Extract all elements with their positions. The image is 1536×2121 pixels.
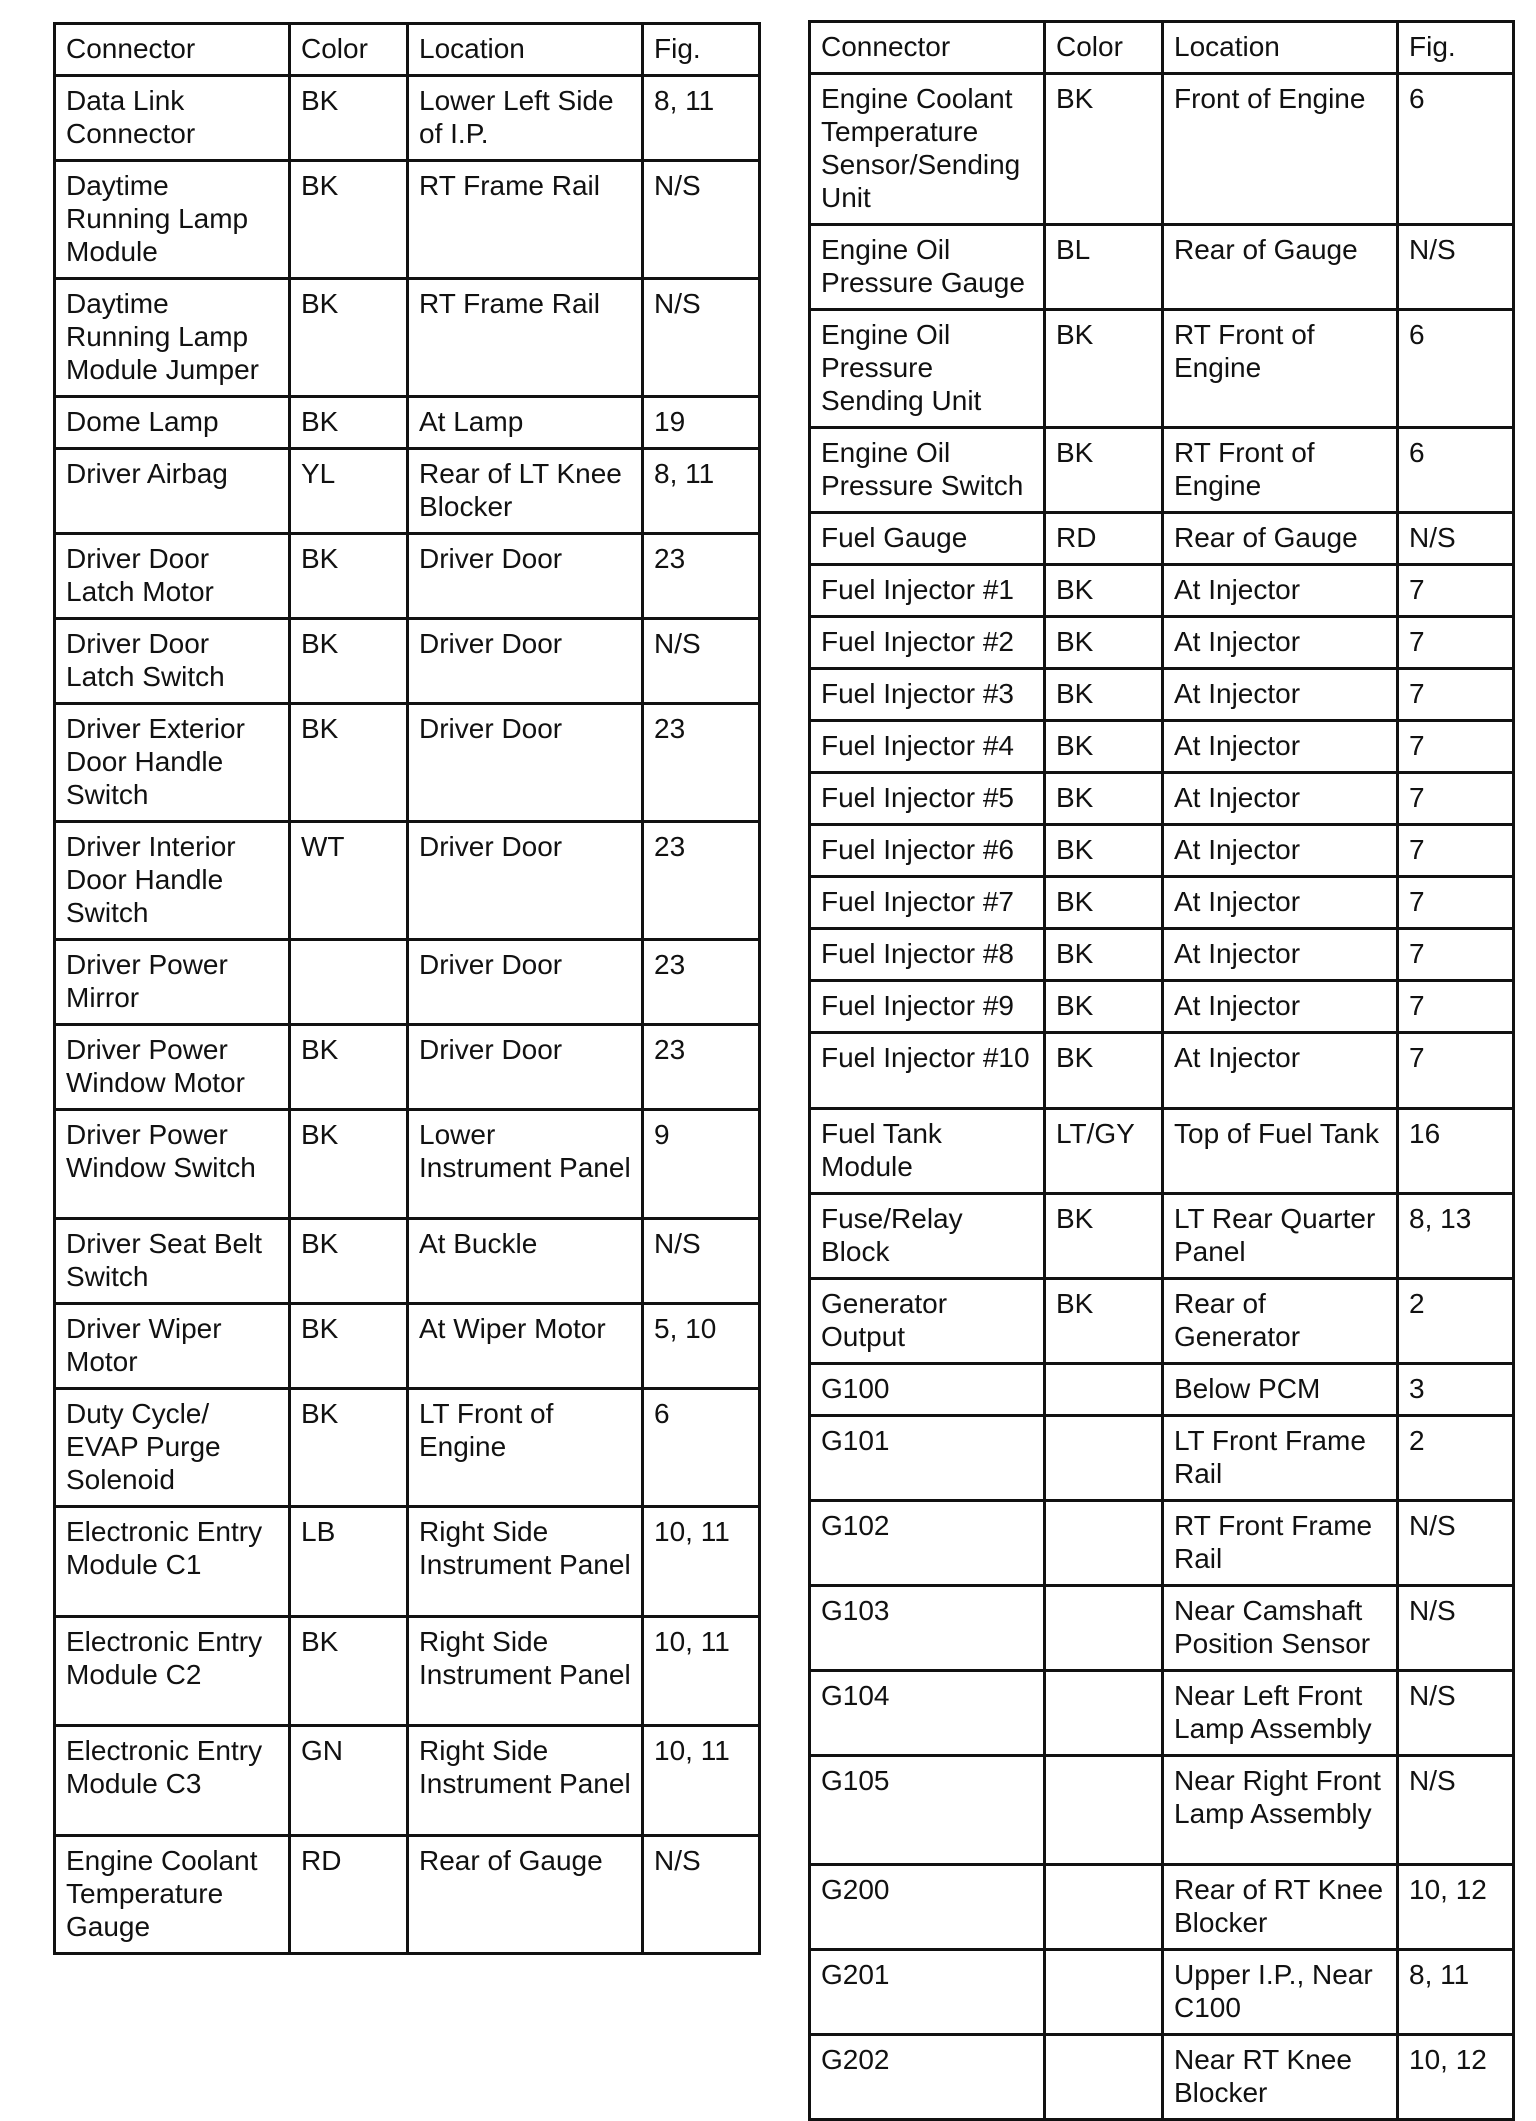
cell-color: BK	[1045, 310, 1163, 428]
cell-fig: 6	[643, 1389, 760, 1507]
cell-connector: Driver Door Latch Motor	[55, 534, 290, 619]
table-row	[55, 534, 760, 619]
header-fig: Fig.	[1398, 22, 1514, 74]
cell-color: BK	[290, 1025, 408, 1110]
cell-fig: 7	[1398, 825, 1514, 877]
cell-location: Near RT Knee Blocker	[1163, 2035, 1398, 2120]
table-row	[55, 940, 760, 1025]
cell-connector: Fuel Injector #8	[810, 929, 1045, 981]
table-row	[810, 981, 1514, 1033]
cell-color: YL	[290, 449, 408, 534]
table-row	[810, 1033, 1514, 1109]
cell-color: BK	[1045, 617, 1163, 669]
cell-fig: 7	[1398, 617, 1514, 669]
cell-color	[1045, 1950, 1163, 2035]
cell-location: LT Front of Engine	[408, 1389, 643, 1507]
table-row	[55, 161, 760, 279]
cell-connector: G201	[810, 1950, 1045, 2035]
table-row	[810, 1416, 1514, 1501]
cell-connector: Engine Oil Pressure Gauge	[810, 225, 1045, 310]
table-row	[810, 825, 1514, 877]
cell-location: Driver Door	[408, 619, 643, 704]
header-connector: Connector	[55, 24, 290, 76]
cell-color	[1045, 2035, 1163, 2120]
cell-color	[1045, 1501, 1163, 1586]
cell-connector: Dome Lamp	[55, 397, 290, 449]
cell-location: Driver Door	[408, 940, 643, 1025]
cell-color: RD	[290, 1836, 408, 1954]
cell-color	[1045, 1586, 1163, 1671]
cell-location: At Injector	[1163, 617, 1398, 669]
table-row	[55, 279, 760, 397]
cell-fig: 19	[643, 397, 760, 449]
table-row	[55, 1617, 760, 1726]
table-row	[55, 397, 760, 449]
cell-location: Lower Instrument Panel	[408, 1110, 643, 1219]
cell-location: Near Left Front Lamp Assembly	[1163, 1671, 1398, 1756]
cell-color: BK	[1045, 1279, 1163, 1364]
cell-location: Near Right Front Lamp Assembly	[1163, 1756, 1398, 1865]
cell-connector: Daytime Running Lamp Module	[55, 161, 290, 279]
cell-location: Near Camshaft Position Sensor	[1163, 1586, 1398, 1671]
cell-color: BK	[290, 534, 408, 619]
cell-color: BK	[1045, 825, 1163, 877]
cell-location: Driver Door	[408, 704, 643, 822]
cell-fig: N/S	[643, 279, 760, 397]
cell-fig: 3	[1398, 1364, 1514, 1416]
cell-fig: N/S	[1398, 1756, 1514, 1865]
cell-location: At Injector	[1163, 929, 1398, 981]
cell-connector: Generator Output	[810, 1279, 1045, 1364]
cell-location: Driver Door	[408, 1025, 643, 1110]
cell-connector: Duty Cycle/ EVAP Purge Solenoid	[55, 1389, 290, 1507]
table-row	[810, 877, 1514, 929]
cell-fig: 6	[1398, 310, 1514, 428]
cell-location: Right Side Instrument Panel	[408, 1507, 643, 1617]
table-row	[55, 449, 760, 534]
cell-connector: G105	[810, 1756, 1045, 1865]
cell-location: Right Side Instrument Panel	[408, 1617, 643, 1726]
table-body-left	[55, 76, 760, 1954]
cell-color: BK	[290, 1110, 408, 1219]
table-row	[810, 1194, 1514, 1279]
table-row	[810, 1950, 1514, 2035]
cell-fig: 2	[1398, 1416, 1514, 1501]
cell-fig: N/S	[643, 161, 760, 279]
cell-connector: Electronic Entry Module C3	[55, 1726, 290, 1836]
cell-location: LT Rear Quarter Panel	[1163, 1194, 1398, 1279]
cell-connector: G202	[810, 2035, 1045, 2120]
cell-fig: 6	[1398, 74, 1514, 225]
cell-connector: Fuel Injector #4	[810, 721, 1045, 773]
cell-color: BK	[1045, 877, 1163, 929]
cell-color: BK	[1045, 1194, 1163, 1279]
cell-fig: 23	[643, 704, 760, 822]
cell-color: BK	[1045, 929, 1163, 981]
cell-location: RT Front of Engine	[1163, 428, 1398, 513]
cell-fig: N/S	[1398, 225, 1514, 310]
cell-location: Rear of Generator	[1163, 1279, 1398, 1364]
cell-color: BK	[290, 1617, 408, 1726]
table-row	[55, 1836, 760, 1954]
table-row	[55, 1110, 760, 1219]
cell-connector: Driver Seat Belt Switch	[55, 1219, 290, 1304]
cell-color: BK	[290, 1219, 408, 1304]
cell-color: BL	[1045, 225, 1163, 310]
cell-location: RT Frame Rail	[408, 279, 643, 397]
header-color: Color	[1045, 22, 1163, 74]
table-row	[810, 1109, 1514, 1194]
table-header-row	[810, 22, 1514, 74]
cell-location: Right Side Instrument Panel	[408, 1726, 643, 1836]
cell-fig: 5, 10	[643, 1304, 760, 1389]
cell-fig: 23	[643, 822, 760, 940]
cell-location: Rear of Gauge	[408, 1836, 643, 1954]
header-fig: Fig.	[643, 24, 760, 76]
cell-fig: N/S	[1398, 1586, 1514, 1671]
cell-location: Upper I.P., Near C100	[1163, 1950, 1398, 2035]
cell-color: BK	[1045, 565, 1163, 617]
cell-location: Below PCM	[1163, 1364, 1398, 1416]
cell-location: At Injector	[1163, 1033, 1398, 1109]
cell-color: BK	[1045, 669, 1163, 721]
cell-location: At Injector	[1163, 565, 1398, 617]
table-row	[810, 1501, 1514, 1586]
cell-location: Top of Fuel Tank	[1163, 1109, 1398, 1194]
cell-location: At Wiper Motor	[408, 1304, 643, 1389]
cell-connector: Fuel Injector #5	[810, 773, 1045, 825]
cell-fig: 9	[643, 1110, 760, 1219]
table-row	[810, 1671, 1514, 1756]
cell-fig: N/S	[1398, 1671, 1514, 1756]
cell-location: At Injector	[1163, 773, 1398, 825]
cell-color	[1045, 1671, 1163, 1756]
cell-location: At Injector	[1163, 981, 1398, 1033]
cell-color: RD	[1045, 513, 1163, 565]
cell-fig: 7	[1398, 669, 1514, 721]
table-row	[810, 669, 1514, 721]
cell-connector: G103	[810, 1586, 1045, 1671]
cell-fig: 10, 12	[1398, 1865, 1514, 1950]
table-row	[810, 225, 1514, 310]
cell-color	[1045, 1364, 1163, 1416]
cell-location: Rear of Gauge	[1163, 513, 1398, 565]
table-row	[55, 1507, 760, 1617]
cell-color	[1045, 1865, 1163, 1950]
table-row	[810, 1364, 1514, 1416]
cell-location: Driver Door	[408, 822, 643, 940]
table-row	[55, 1219, 760, 1304]
cell-fig: 8, 11	[643, 449, 760, 534]
header-location: Location	[408, 24, 643, 76]
cell-fig: N/S	[1398, 513, 1514, 565]
cell-fig: N/S	[643, 619, 760, 704]
cell-connector: Driver Power Window Motor	[55, 1025, 290, 1110]
cell-color: BK	[1045, 721, 1163, 773]
cell-connector: G101	[810, 1416, 1045, 1501]
cell-color	[1045, 1416, 1163, 1501]
connector-table-right	[808, 20, 1515, 2121]
cell-location: At Injector	[1163, 877, 1398, 929]
cell-fig: N/S	[643, 1836, 760, 1954]
table-row	[810, 2035, 1514, 2120]
header-connector: Connector	[810, 22, 1045, 74]
cell-fig: 7	[1398, 565, 1514, 617]
table-row	[810, 428, 1514, 513]
cell-connector: G200	[810, 1865, 1045, 1950]
cell-fig: 10, 11	[643, 1507, 760, 1617]
cell-color: BK	[290, 1389, 408, 1507]
cell-location: At Lamp	[408, 397, 643, 449]
cell-connector: G104	[810, 1671, 1045, 1756]
cell-fig: 10, 12	[1398, 2035, 1514, 2120]
cell-fig: 2	[1398, 1279, 1514, 1364]
cell-color	[1045, 1756, 1163, 1865]
cell-fig: 7	[1398, 929, 1514, 981]
cell-fig: 7	[1398, 773, 1514, 825]
cell-connector: Driver Door Latch Switch	[55, 619, 290, 704]
cell-connector: Driver Interior Door Handle Switch	[55, 822, 290, 940]
table-row	[810, 1756, 1514, 1865]
cell-fig: 10, 11	[643, 1617, 760, 1726]
table-header-row	[55, 24, 760, 76]
cell-connector: Driver Wiper Motor	[55, 1304, 290, 1389]
cell-color: GN	[290, 1726, 408, 1836]
cell-color: LB	[290, 1507, 408, 1617]
cell-connector: Electronic Entry Module C2	[55, 1617, 290, 1726]
table-body-right	[810, 74, 1514, 2120]
cell-connector: G100	[810, 1364, 1045, 1416]
cell-color: WT	[290, 822, 408, 940]
table-row	[810, 513, 1514, 565]
table-row	[55, 1304, 760, 1389]
cell-color: BK	[1045, 428, 1163, 513]
table-row	[810, 721, 1514, 773]
table-row	[810, 74, 1514, 225]
cell-location: Lower Left Side of I.P.	[408, 76, 643, 161]
cell-location: At Injector	[1163, 721, 1398, 773]
table-row	[55, 1726, 760, 1836]
table-row	[810, 929, 1514, 981]
cell-color: BK	[1045, 773, 1163, 825]
cell-color: BK	[1045, 981, 1163, 1033]
cell-connector: G102	[810, 1501, 1045, 1586]
cell-connector: Fuel Injector #1	[810, 565, 1045, 617]
cell-fig: 7	[1398, 981, 1514, 1033]
cell-fig: 7	[1398, 721, 1514, 773]
table-row	[55, 76, 760, 161]
cell-connector: Driver Power Window Switch	[55, 1110, 290, 1219]
cell-connector: Daytime Running Lamp Module Jumper	[55, 279, 290, 397]
table-row	[810, 773, 1514, 825]
cell-fig: N/S	[1398, 1501, 1514, 1586]
cell-color: BK	[1045, 74, 1163, 225]
header-location: Location	[1163, 22, 1398, 74]
table-row	[55, 822, 760, 940]
cell-connector: Engine Coolant Temperature Gauge	[55, 1836, 290, 1954]
table-row	[55, 704, 760, 822]
cell-color: BK	[290, 161, 408, 279]
cell-fig: 8, 11	[643, 76, 760, 161]
cell-fig: 23	[643, 940, 760, 1025]
table-row	[55, 619, 760, 704]
cell-connector: Fuel Gauge	[810, 513, 1045, 565]
cell-connector: Fuel Injector #3	[810, 669, 1045, 721]
table-row	[810, 310, 1514, 428]
cell-location: At Injector	[1163, 825, 1398, 877]
cell-fig: 16	[1398, 1109, 1514, 1194]
cell-fig: 7	[1398, 877, 1514, 929]
cell-location: At Injector	[1163, 669, 1398, 721]
cell-connector: Fuse/Relay Block	[810, 1194, 1045, 1279]
cell-color: BK	[290, 1304, 408, 1389]
cell-connector: Fuel Tank Module	[810, 1109, 1045, 1194]
cell-fig: 8, 11	[1398, 1950, 1514, 2035]
table-row	[810, 617, 1514, 669]
cell-connector: Electronic Entry Module C1	[55, 1507, 290, 1617]
cell-connector: Data Link Connector	[55, 76, 290, 161]
cell-location: Rear of LT Knee Blocker	[408, 449, 643, 534]
cell-color	[290, 940, 408, 1025]
cell-location: Rear of RT Knee Blocker	[1163, 1865, 1398, 1950]
cell-location: Driver Door	[408, 534, 643, 619]
table-row	[810, 1586, 1514, 1671]
cell-location: RT Front Frame Rail	[1163, 1501, 1398, 1586]
cell-fig: 23	[643, 1025, 760, 1110]
cell-fig: 8, 13	[1398, 1194, 1514, 1279]
cell-connector: Fuel Injector #6	[810, 825, 1045, 877]
table-row	[55, 1025, 760, 1110]
cell-color: BK	[290, 279, 408, 397]
cell-connector: Engine Coolant Temperature Sensor/Sending Unit	[810, 74, 1045, 225]
cell-location: Front of Engine	[1163, 74, 1398, 225]
cell-color: BK	[290, 397, 408, 449]
cell-connector: Fuel Injector #9	[810, 981, 1045, 1033]
cell-connector: Driver Power Mirror	[55, 940, 290, 1025]
cell-fig: 10, 11	[643, 1726, 760, 1836]
cell-connector: Fuel Injector #10	[810, 1033, 1045, 1109]
cell-color: BK	[290, 619, 408, 704]
cell-connector: Fuel Injector #2	[810, 617, 1045, 669]
cell-color: BK	[290, 704, 408, 822]
connector-table-left	[53, 22, 761, 1955]
header-color: Color	[290, 24, 408, 76]
table-row	[810, 565, 1514, 617]
cell-connector: Fuel Injector #7	[810, 877, 1045, 929]
cell-location: LT Front Frame Rail	[1163, 1416, 1398, 1501]
cell-connector: Driver Exterior Door Handle Switch	[55, 704, 290, 822]
cell-fig: 23	[643, 534, 760, 619]
cell-location: At Buckle	[408, 1219, 643, 1304]
cell-location: RT Front of Engine	[1163, 310, 1398, 428]
table-row	[55, 1389, 760, 1507]
cell-location: Rear of Gauge	[1163, 225, 1398, 310]
cell-connector: Engine Oil Pressure Switch	[810, 428, 1045, 513]
cell-connector: Driver Airbag	[55, 449, 290, 534]
cell-color: BK	[290, 76, 408, 161]
cell-color: LT/GY	[1045, 1109, 1163, 1194]
table-row	[810, 1279, 1514, 1364]
cell-fig: 6	[1398, 428, 1514, 513]
cell-location: RT Frame Rail	[408, 161, 643, 279]
cell-fig: 7	[1398, 1033, 1514, 1109]
cell-connector: Engine Oil Pressure Sending Unit	[810, 310, 1045, 428]
cell-color: BK	[1045, 1033, 1163, 1109]
table-row	[810, 1865, 1514, 1950]
cell-fig: N/S	[643, 1219, 760, 1304]
